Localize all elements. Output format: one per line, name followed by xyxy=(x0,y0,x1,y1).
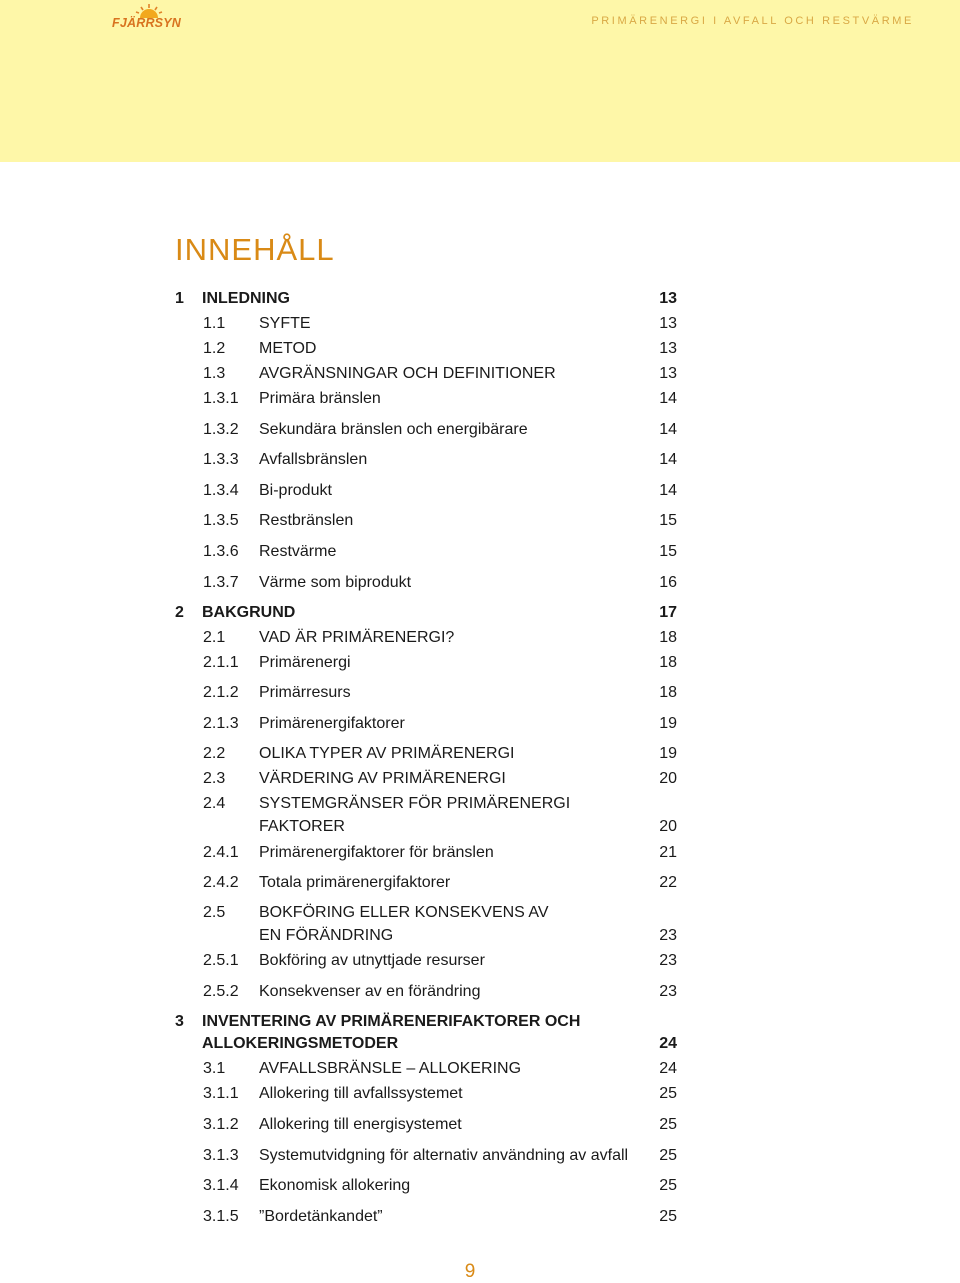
toc-entry-page: 25 xyxy=(659,1147,677,1164)
toc-entry-number: 1.3.2 xyxy=(203,421,239,438)
toc-entry-number: 2.5.1 xyxy=(203,952,239,969)
toc-entry-page: 13 xyxy=(659,340,677,357)
toc-entry-title: BOKFÖRING ELLER KONSEKVENS AV xyxy=(259,904,549,921)
toc-entry-title: Primärresurs xyxy=(259,684,351,701)
toc-entry-page: 14 xyxy=(659,390,677,407)
toc-entry-title: AVFALLSBRÄNSLE – ALLOKERING xyxy=(259,1060,522,1077)
toc-entry-title: Allokering till avfallssystemet xyxy=(259,1085,463,1102)
toc-entry-number: 3.1.4 xyxy=(203,1177,239,1194)
toc-entry-number: 3.1.1 xyxy=(203,1085,239,1102)
toc-entry-title: ”Bordetänkandet” xyxy=(259,1208,383,1225)
running-title: PRIMÄRENERGI I AVFALL OCH RESTVÄRME xyxy=(591,15,914,27)
toc-entry-number: 1.3.5 xyxy=(203,512,239,529)
toc-entry-number: 1 xyxy=(175,290,184,307)
toc-entry-page: 15 xyxy=(659,543,677,560)
toc-entry-page: 22 xyxy=(659,874,677,891)
toc-entry-title: INLEDNING xyxy=(202,290,290,307)
toc-entry-number: 1.3.1 xyxy=(203,390,239,407)
toc-entry-title: Restbränslen xyxy=(259,512,354,529)
toc-entry-number: 1.3.4 xyxy=(203,482,239,499)
toc-entry-page: 18 xyxy=(659,629,677,646)
toc-entry-page: 13 xyxy=(659,365,677,382)
toc-entry-title: Sekundära bränslen och energibärare xyxy=(259,421,528,438)
toc-entry-number: 1.3 xyxy=(203,365,226,382)
toc-entry-title: BAKGRUND xyxy=(202,604,296,621)
toc-entry-title: Värme som biprodukt xyxy=(259,574,412,591)
toc-entry-page: 18 xyxy=(659,654,677,671)
toc-entry-title: Primärenergifaktorer xyxy=(259,715,405,732)
toc-entry-number: 1.2 xyxy=(203,340,226,357)
toc-entry-title: Primärenergifaktorer för bränslen xyxy=(259,844,494,861)
toc-entry-number: 2.2 xyxy=(203,745,226,762)
toc-entry-page: 14 xyxy=(659,482,677,499)
toc-entry-title: Bokföring av utnyttjade resurser xyxy=(259,952,485,969)
toc-entry-number: 2.4 xyxy=(203,795,226,812)
toc-entry-number: 2.1.2 xyxy=(203,684,239,701)
toc-entry-number: 2.4.2 xyxy=(203,874,239,891)
toc-entry-number: 1.1 xyxy=(203,315,226,332)
toc-entry-page: 24 xyxy=(659,1060,677,1077)
toc-entry-number: 2.5 xyxy=(203,904,226,921)
toc-entry-number: 3.1.2 xyxy=(203,1116,239,1133)
toc-entry-page: 25 xyxy=(659,1116,677,1133)
toc-entry-page: 20 xyxy=(659,770,677,787)
toc-entry-title: Ekonomisk allokering xyxy=(259,1177,411,1194)
toc-entry-page: 13 xyxy=(659,290,677,307)
toc-entry-title: SYSTEMGRÄNSER FÖR PRIMÄRENERGI xyxy=(259,795,571,812)
toc-entry-title-continued: EN FÖRÄNDRING xyxy=(259,927,394,944)
toc-entry-page: 19 xyxy=(659,745,677,762)
toc-entry-title: INVENTERING AV PRIMÄRENERIFAKTORER OCH xyxy=(202,1013,581,1030)
toc-entry-title: Bi-produkt xyxy=(259,482,332,499)
toc-entry-number: 2.1 xyxy=(203,629,226,646)
toc-entry-page: 25 xyxy=(659,1085,677,1102)
toc-entry-number: 1.3.6 xyxy=(203,543,239,560)
toc-entry-page: 23 xyxy=(659,983,677,1000)
toc-entry-title-continued: FAKTORER xyxy=(259,818,345,835)
toc-entry-title: VAD ÄR PRIMÄRENERGI? xyxy=(259,629,455,646)
logo-text: FJÄRRSYN xyxy=(112,16,181,30)
page-number: 9 xyxy=(464,1261,476,1282)
toc-entry-page: 13 xyxy=(659,315,677,332)
toc-entry-title: METOD xyxy=(259,340,317,357)
toc-entry-title: VÄRDERING AV PRIMÄRENERGI xyxy=(259,770,506,787)
toc-entry-number: 3.1 xyxy=(203,1060,226,1077)
toc-entry-title: Avfallsbränslen xyxy=(259,451,368,468)
toc-entry-page: 16 xyxy=(659,574,677,591)
toc-entry-page: 23 xyxy=(659,927,677,944)
toc-entry-title: Allokering till energisystemet xyxy=(259,1116,462,1133)
toc-entry-page: 20 xyxy=(659,818,677,835)
toc-heading: INNEHÅLL xyxy=(175,232,335,267)
toc-entry-title: Primära bränslen xyxy=(259,390,381,407)
toc-entry-title-continued: ALLOKERINGSMETODER xyxy=(202,1035,399,1052)
toc-entry-number: 2.5.2 xyxy=(203,983,239,1000)
toc-entry-page: 17 xyxy=(659,604,677,621)
toc-entry-number: 2.3 xyxy=(203,770,226,787)
toc-entry-page: 24 xyxy=(659,1035,677,1052)
toc-entry-title: AVGRÄNSNINGAR OCH DEFINITIONER xyxy=(259,365,556,382)
toc-entry-page: 14 xyxy=(659,451,677,468)
toc-entry-title: Totala primärenergifaktorer xyxy=(259,874,451,891)
toc-entry-title: Primärenergi xyxy=(259,654,351,671)
toc-entry-number: 1.3.3 xyxy=(203,451,239,468)
toc-entry-title: SYFTE xyxy=(259,315,311,332)
toc-entry-number: 2.1.1 xyxy=(203,654,239,671)
toc-entry-page: 21 xyxy=(659,844,677,861)
toc-entry-number: 1.3.7 xyxy=(203,574,239,591)
toc-entry-number: 3.1.3 xyxy=(203,1147,239,1164)
toc-entry-page: 15 xyxy=(659,512,677,529)
toc-entry-title: OLIKA TYPER AV PRIMÄRENERGI xyxy=(259,745,515,762)
toc-entry-number: 2.4.1 xyxy=(203,844,239,861)
toc-entry-number: 2.1.3 xyxy=(203,715,239,732)
toc-entry-number: 3 xyxy=(175,1013,184,1030)
toc-entry-number: 2 xyxy=(175,604,184,621)
toc-entry-page: 14 xyxy=(659,421,677,438)
toc-entry-page: 19 xyxy=(659,715,677,732)
toc-entry-page: 25 xyxy=(659,1177,677,1194)
toc-entry-page: 18 xyxy=(659,684,677,701)
toc-entry-title: Konsekvenser av en förändring xyxy=(259,983,481,1000)
toc-entry-page: 23 xyxy=(659,952,677,969)
toc-entry-title: Systemutvidgning för alternativ användning av avfall xyxy=(259,1147,629,1164)
toc-entry-page: 25 xyxy=(659,1208,677,1225)
toc-entry-number: 3.1.5 xyxy=(203,1208,239,1225)
toc-entry-title: Restvärme xyxy=(259,543,337,560)
